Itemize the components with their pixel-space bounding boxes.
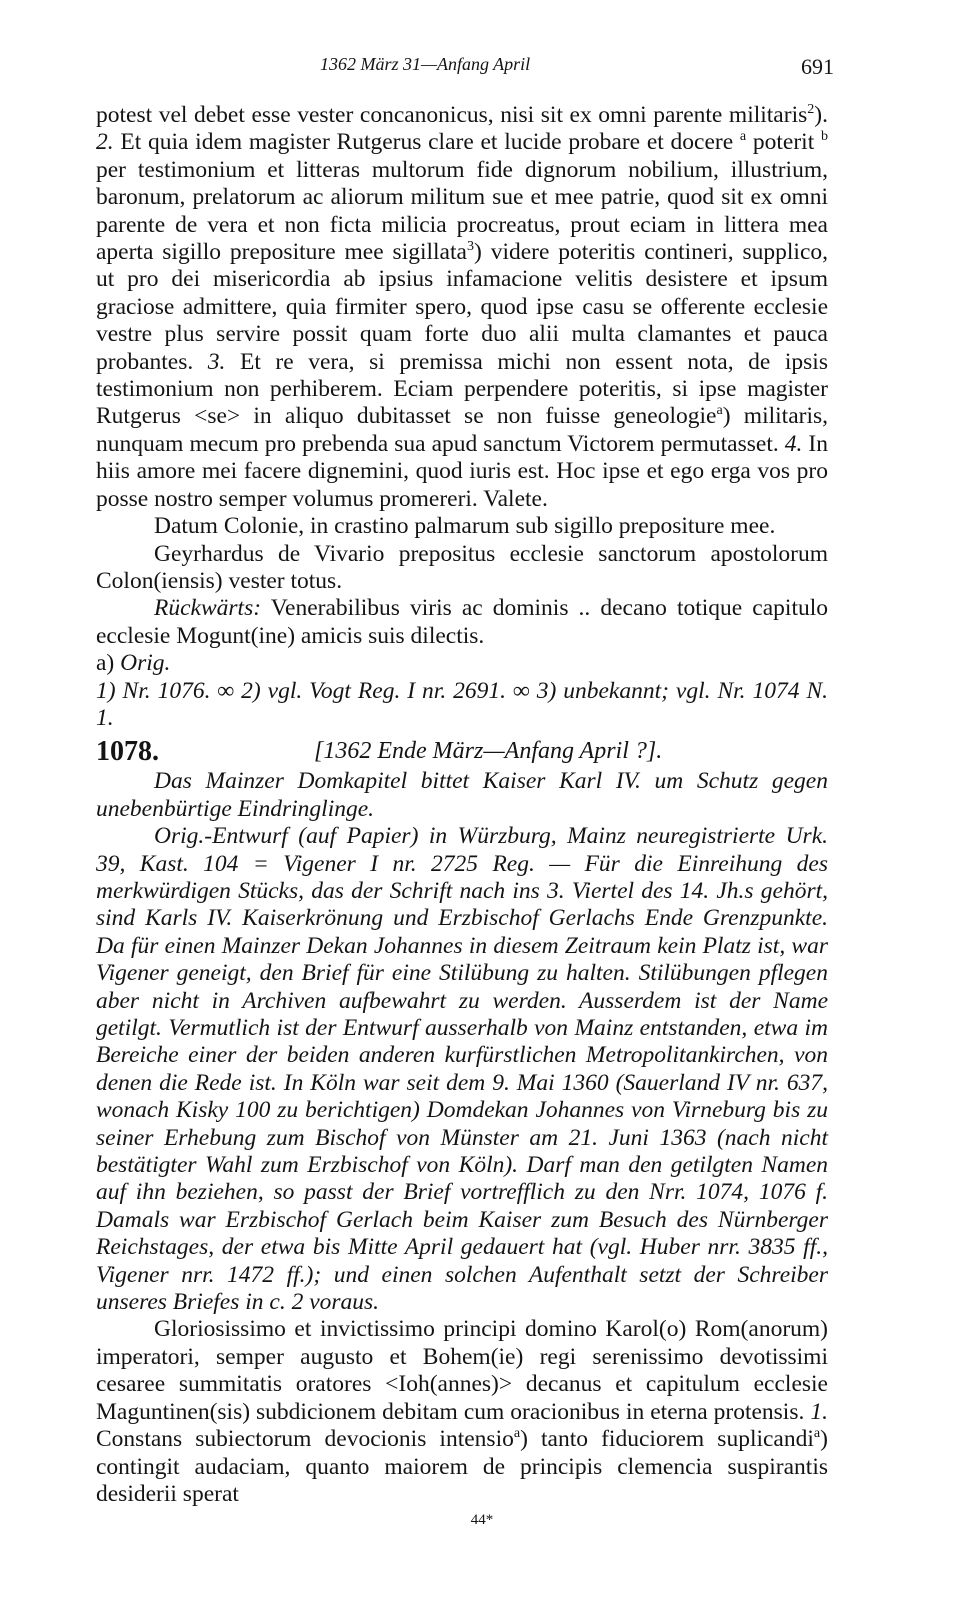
running-title: 1362 März 31—Anfang April bbox=[320, 54, 531, 74]
note-ref: 2 bbox=[807, 101, 815, 118]
letter-paragraph: potest vel debet esse vester concanonicus, nisi sit ex omni parente militaris$^2$). 2. Et quia idem magister Rutgerus clare et lucide probare et docere $^a$ poterit $^b$ per testimonium et litteras multorum fide dignorum nobilium, illustrium, baronum, prelatorum ac aliorum militum sue et mee patrie, quod sit ex omni parente de vera et non ficta milicia procreatus, prout eciam in littera mea aperta sigillo prepositure mee sigillata$^3$) videre poteritis contineri, supplico, ut pro dei misericordia ab ipsius infamacione velitis desistere et ipsum graciose admittere, quia firmiter spero, quod ipse casu se offerente ecclesie vestre plus servire possit quam forte duo alii multa clamantes et pauca probantes. 3. Et re vera, si premissa michi non essent nota, de ipsis testimonium non perhiberem. Eciam perpendere poteritis, si ipse magister Rutgerus <se> in aliquo dubitasset se non fuisse geneologie$^a$) militaris, nunquam mecum pro prebenda sua apud sanctum Victorem permutasset. 4. In hiis amore mei facere dignemini, quod iuris est. Hoc ipse et ego erga vos pro posse nostro semper volumus promereri. Valete. bbox=[96, 101, 829, 512]
footnote-letter-a: a) Orig. bbox=[96, 650, 171, 677]
margin-mark: b bbox=[820, 128, 829, 145]
datum-line: Datum Colonie, in crastino palmarum sub sigillo prepositure mee. bbox=[154, 513, 776, 540]
signature-line: Geyrhardus de Vivario prepositus ecclesie sanctorum apostolorum Colon(iensis) vester totus. bbox=[96, 540, 828, 594]
note-ref: a bbox=[813, 1425, 821, 1442]
footnotes-numbered: 1) Nr. 1076. ∞ 2) vgl. Vogt Reg. I nr. 2691. ∞ 3) unbekannt; vgl. Nr. 1074 N. 1. bbox=[96, 677, 828, 731]
note-ref: a bbox=[513, 1425, 521, 1442]
section-number: 1. bbox=[810, 1398, 828, 1425]
entry-number: 1078. bbox=[96, 736, 159, 768]
dorsal-note: Rückwärts: Venerabilibus viris ac dominis .. decano totique capitulo ecclesie Mogunt(ine) amicis suis dilectis. bbox=[96, 595, 828, 649]
new-letter-text: Gloriosissimo et invictissimo principi domino Karol(o) Rom(anorum) imperatori, semper augusto et Bohem(ie) regi serenissimo devotissimi cesaree summitatis oratores <Ioh(annes)> decanus et capitulum ecclesie Maguntinen(sis) subdicionem debitam cum oracionibus in eterna protensis. 1. Constans subiectorum devocionis intensio$^a$) tanto fiduciorem suplicandi$^a$) contingit audaciam, quanto maiorem de principis clemencia suspirantis desiderii sperat bbox=[96, 1316, 828, 1507]
note-ref: 3 bbox=[466, 238, 474, 255]
entry-date: [1362 Ende März—Anfang April ?]. bbox=[314, 738, 663, 765]
main-text bbox=[96, 102, 828, 1529]
section-number: 3. bbox=[207, 348, 226, 375]
note-ref: a bbox=[716, 402, 723, 419]
source-apparatus: Orig.-Entwurf (auf Papier) in Würzburg, Mainz neuregistrierte Urk. 39, Kast. 104 = Vigener I nr. 2725 Reg. — Für die Einreihung des merkwürdigen Stücks, das der Schrift nach ins 3. Viertel des 14. Jh.s gehört, sind Karls IV. Kaiserkrönung und Erzbischof Gerlachs Ende Grenzpunkte. Da für einen Mainzer Dekan Johannes in diesem Zeitraum kein Platz ist, war Vigener geneigt, den Brief für eine Stilübung zu halten. Stilübungen pflegen aber nicht in Archiven aufbewahrt zu werden. Ausserdem ist der Name getilgt. Vermutlich ist der Entwurf ausserhalb von Mainz entstanden, etwa im Bereiche einer der beiden anderen kurfürstlichen Metropolitankirchen, von denen die Rede ist. In Köln war seit dem 9. Mai 1360 (Sauerland IV nr. 637, wonach Kisky 100 zu berichtigen) Domdekan Johannes von Virneburg bis zu seiner Erhebung zum Bischof von Münster am 21. Juni 1363 (nach nicht bestätigter Wahl zum Erzbischof von Köln). Darf man den getilgten Namen auf ihn beziehen, so passt der Brief vortrefflich zu den Nrr. 1074, 1076 f. Damals war Erzbischof Gerlach beim Kaiser zum Besuch des Nürnberger Reichstages, der etwa bis Mitte April gedauert hat (vgl. Huber nrr. 3835 ff., Vigener nrr. 1472 ff.); und einen solchen Aufenthalt setzt der Schreiber unseres Briefes in c. 2 voraus. bbox=[96, 823, 828, 1316]
page-number: 691 bbox=[801, 54, 834, 79]
entry-summary: Das Mainzer Domkapitel bittet Kaiser Karl IV. um Schutz gegen unebenbürtige Eindringlinge. bbox=[96, 768, 828, 822]
section-number: 4. bbox=[784, 430, 803, 457]
signature-mark: 44* bbox=[470, 1512, 494, 1529]
margin-mark: a bbox=[739, 128, 747, 145]
page-header bbox=[96, 48, 834, 82]
entry-heading bbox=[96, 736, 828, 768]
section-number: 2. bbox=[96, 129, 114, 156]
dorsal-label: Rückwärts: bbox=[154, 595, 262, 622]
